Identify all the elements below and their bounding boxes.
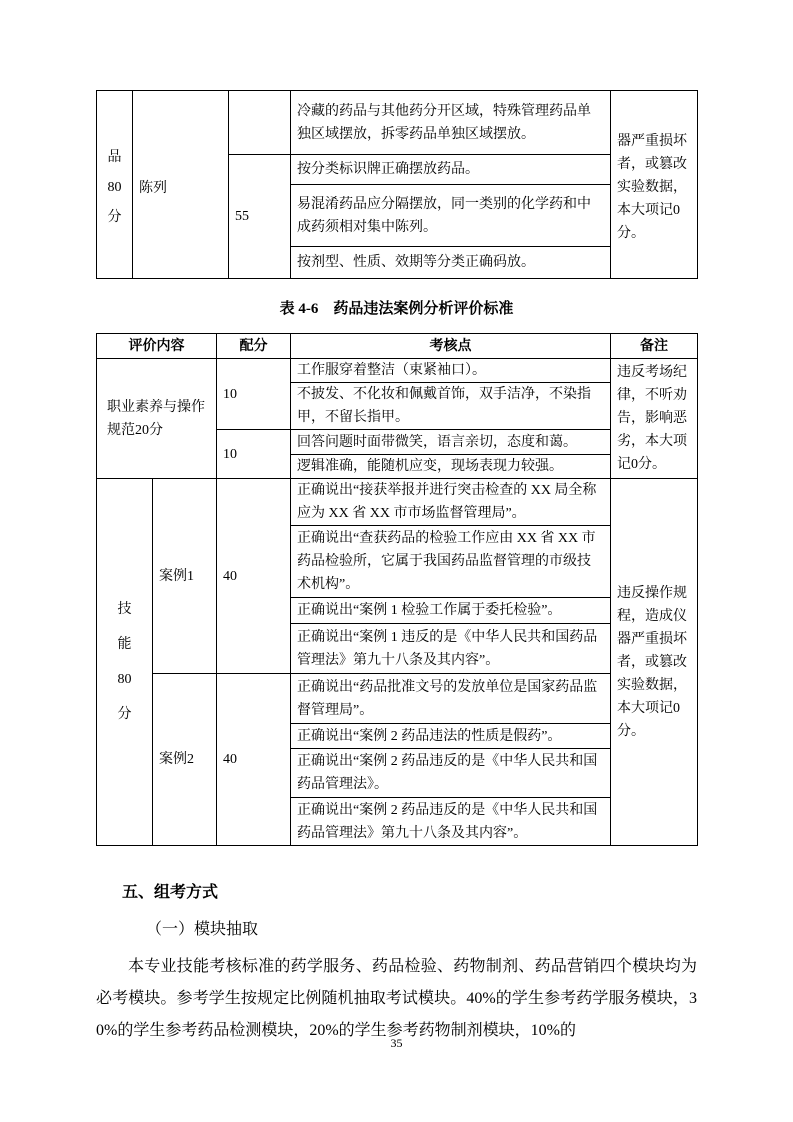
case1-point-cell: 正确说出“接获举报并进行突击检查的 XX 局全称应为 XX 省 XX 市市场监督管理局”。 [291, 479, 611, 526]
page-number: 35 [390, 1036, 403, 1050]
skill-char: 技 [117, 602, 132, 617]
top-table-category-cell [97, 91, 133, 279]
case1-point-cell: 正确说出“查获药品的检验工作应由 XX 省 XX 市药品检验所，它属于我国药品监督管理的市级技术机构”。 [291, 526, 611, 598]
top-table-point-cell: 按剂型、性质、效期等分类正确码放。 [291, 247, 611, 279]
category-char: 分 [107, 210, 122, 225]
top-table-note-cell: 器严重损坏者，或篡改实验数据，本大项记0分。 [611, 91, 698, 279]
top-table [96, 90, 698, 279]
case2-point-cell: 正确说出“案例 2 药品违法的性质是假药”。 [291, 724, 611, 749]
section1-point-cell: 逻辑准确，能随机应变，现场表现力较强。 [291, 455, 611, 479]
case2-name-cell: 案例2 [153, 674, 217, 846]
section1-point-cell: 回答问题时面带微笑，语言亲切，态度和蔼。 [291, 430, 611, 455]
section1-point-cell: 不披发、不化妆和佩戴首饰，双手洁净，不染指甲，不留长指甲。 [291, 383, 611, 430]
body-paragraph: 本专业技能考核标准的药学服务、药品检验、药物制剂、药品营销四个模块均为必考模块。参考学生按规定比例随机抽取考试模块。40%的学生参考药学服务模块，30%的学生参考药品检测模块，20%的学生参考药物制剂模块，10%的 [96, 958, 697, 1039]
section1-row-1 [97, 359, 698, 383]
case1-point-cell: 正确说出“案例 1 违反的是《中华人民共和国药品管理法》第九十八条及其内容”。 [291, 624, 611, 674]
category-char: 80 [107, 180, 122, 195]
section1-score-cell-1: 10 [217, 359, 291, 430]
section2-note-cell: 违反操作规程，造成仪器严重损坏者，或篡改实验数据，本大项记0分。 [611, 479, 698, 846]
case2-point-cell: 正确说出“案例 2 药品违反的是《中华人民共和国药品管理法》。 [291, 749, 611, 798]
case2-point-cell: 正确说出“案例 2 药品违反的是《中华人民共和国药品管理法》第九十八条及其内容”。 [291, 798, 611, 846]
section1-note-cell: 违反考场纪律，不听劝告，影响恶劣，本大项记0分。 [611, 359, 698, 479]
top-table-score-cell: 55 [229, 155, 291, 279]
section1-point-cell: 工作服穿着整洁（束紧袖口）。 [291, 359, 611, 383]
header-note: 备注 [611, 334, 698, 359]
top-table-point-cell: 按分类标识牌正确摆放药品。 [291, 155, 611, 185]
section2-case1-row-1 [97, 479, 698, 526]
header-eval-content: 评价内容 [97, 334, 217, 359]
category-char: 品 [107, 150, 122, 165]
main-table-header-row [97, 334, 698, 359]
skill-char: 分 [117, 707, 132, 722]
top-table-point-cell: 易混淆药品应分隔摆放，同一类别的化学药和中成药须相对集中陈列。 [291, 185, 611, 247]
case1-point-cell: 正确说出“案例 1 检验工作属于委托检验”。 [291, 598, 611, 624]
section1-label-cell: 职业素养与操作规范20分 [97, 359, 217, 479]
section2-case2-row-1 [97, 674, 698, 724]
header-score: 配分 [217, 334, 291, 359]
case2-score-cell: 40 [217, 674, 291, 846]
case1-score-cell: 40 [217, 479, 291, 674]
top-table-point-cell: 冷藏的药品与其他药分开区域，特殊管理药品单独区域摆放，拆零药品单独区域摆放。 [291, 91, 611, 155]
category-vertical-label [103, 140, 126, 229]
skill-vertical-label [103, 598, 146, 726]
main-table [96, 333, 698, 846]
top-table-subcategory-cell: 陈列 [133, 91, 229, 279]
section-subheading: （一）模块抽取 [146, 921, 259, 938]
skill-char: 能 [117, 637, 132, 652]
table-caption: 表 4-6 药品违法案例分析评价标准 [279, 301, 514, 317]
case1-name-cell: 案例1 [153, 479, 217, 674]
skill-char: 80 [117, 672, 132, 687]
page-content [96, 90, 697, 1047]
case2-point-cell: 正确说出“药品批准文号的发放单位是国家药品监督管理局”。 [291, 674, 611, 724]
section-heading: 五、组考方式 [122, 884, 219, 901]
section1-score-cell-2: 10 [217, 430, 291, 479]
header-points: 考核点 [291, 334, 611, 359]
top-table-row-1 [97, 91, 698, 155]
section2-label-cell [97, 479, 153, 846]
top-table-score-empty-cell [229, 91, 291, 155]
